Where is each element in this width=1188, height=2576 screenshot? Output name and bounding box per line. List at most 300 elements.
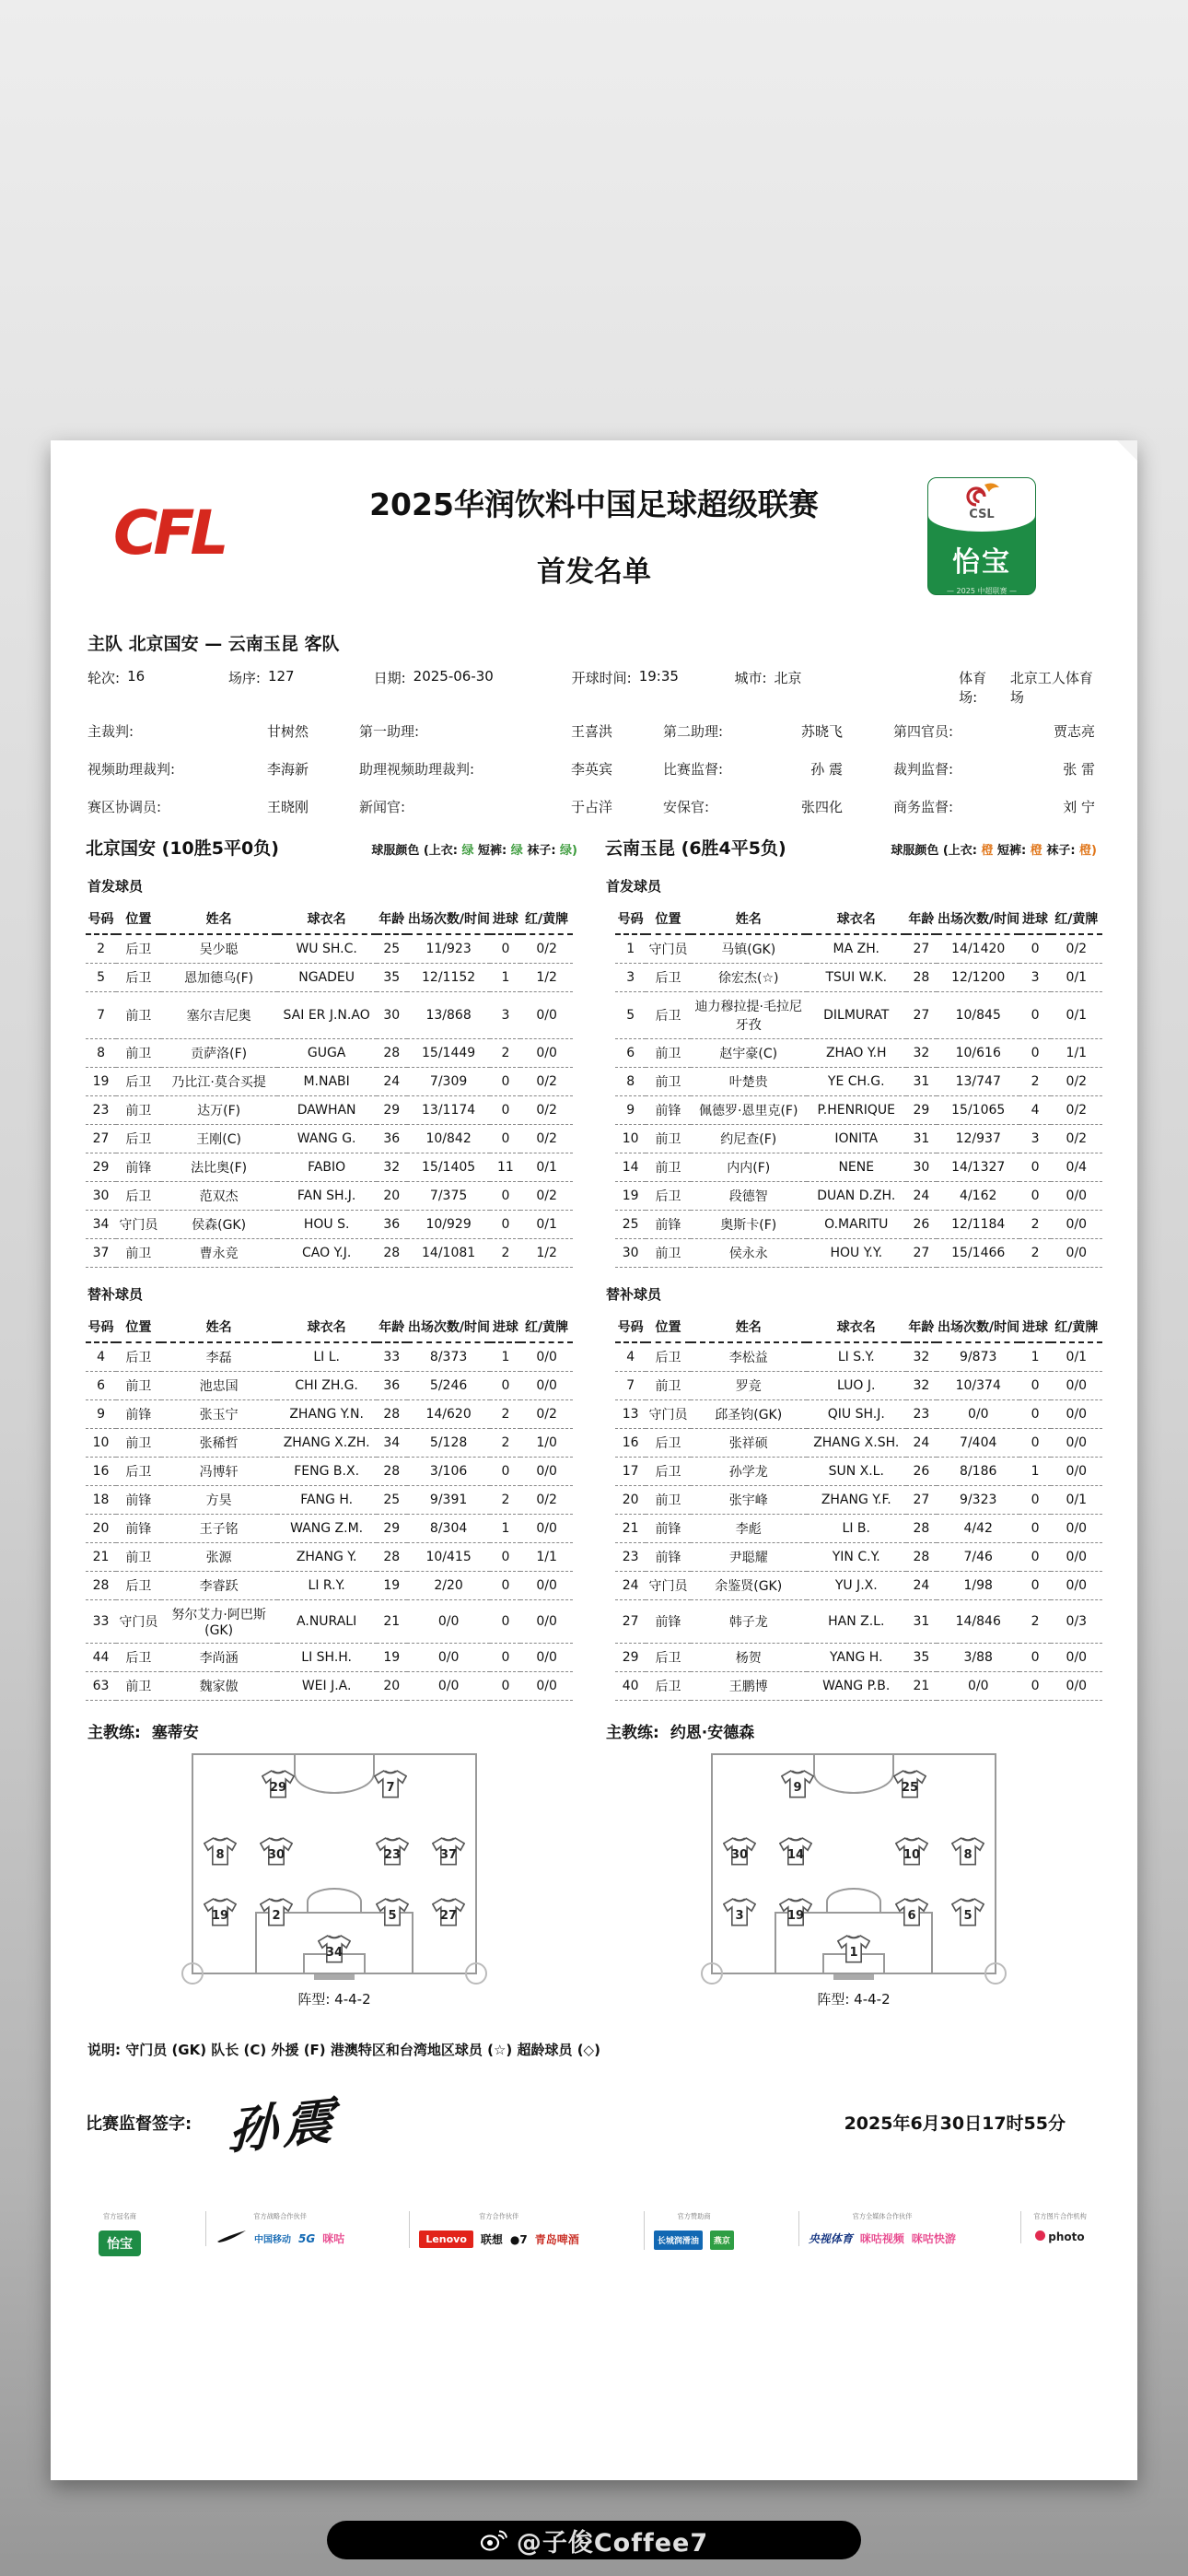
roster-cell: 守门员 bbox=[646, 934, 691, 964]
roster-cell: 2 bbox=[490, 1400, 520, 1429]
roster-cell: 后卫 bbox=[646, 1458, 691, 1486]
roster-cell: 14/620 bbox=[407, 1400, 491, 1429]
kit-prefix: 球服颜色 bbox=[371, 844, 424, 858]
roster-cell: 6 bbox=[86, 1372, 116, 1400]
info-value: 2025-06-30 bbox=[413, 668, 494, 685]
roster-cell: 法比奥(F) bbox=[161, 1153, 277, 1182]
roster-cell: 3 bbox=[1019, 964, 1050, 992]
official-label: 裁判监督: bbox=[893, 761, 954, 778]
official-value: 苏晓飞 bbox=[800, 723, 843, 740]
player-shirt-23 bbox=[376, 1835, 409, 1866]
home-formation bbox=[86, 1753, 583, 2008]
roster-cell: LUO J. bbox=[807, 1372, 906, 1400]
roster-row bbox=[86, 1039, 1102, 1068]
official-value: 于占洋 bbox=[570, 799, 612, 815]
roster-cell: 0/0 bbox=[520, 1372, 572, 1400]
roster-cell: 9 bbox=[86, 1400, 116, 1429]
official-label: 比赛监督: bbox=[663, 761, 724, 778]
table-spacer bbox=[573, 1400, 615, 1429]
roster-row bbox=[86, 1429, 1102, 1458]
roster-cell: 1/0 bbox=[520, 1429, 572, 1458]
signature-row bbox=[86, 2087, 1102, 2161]
roster-cell: 24 bbox=[615, 1572, 646, 1600]
table-spacer bbox=[573, 1458, 615, 1486]
roster-cell: 2 bbox=[86, 934, 116, 964]
player-shirt-7 bbox=[374, 1768, 407, 1798]
roster-cell: 8/373 bbox=[407, 1342, 491, 1372]
roster-cell: 后卫 bbox=[116, 1125, 161, 1153]
sponsor-logo-tile-blue: 长城润滑油 bbox=[654, 2231, 703, 2250]
weibo-watermark bbox=[327, 2521, 861, 2559]
roster-cell: 曹永竞 bbox=[161, 1239, 277, 1268]
roster-cell: 12/1184 bbox=[937, 1211, 1020, 1239]
sponsor-logo-pink: 咪咕 bbox=[322, 2232, 345, 2245]
info-value: 北京 bbox=[774, 670, 802, 686]
official-cell bbox=[359, 721, 663, 741]
roster-cell: 前卫 bbox=[116, 1372, 161, 1400]
roster-cell: 0 bbox=[1019, 1515, 1050, 1543]
svg-text:8: 8 bbox=[963, 1848, 973, 1863]
roster-cell: 前卫 bbox=[646, 1125, 691, 1153]
roster-cell: 赵宇豪(C) bbox=[691, 1039, 807, 1068]
roster-cell: 3 bbox=[1019, 1125, 1050, 1153]
roster-cell: WEI J.A. bbox=[277, 1672, 377, 1701]
official-label: 主裁判: bbox=[87, 723, 134, 740]
roster-cell: 8 bbox=[615, 1068, 646, 1096]
roster-cell: 0 bbox=[490, 1068, 520, 1096]
roster-cell: 2 bbox=[1019, 1600, 1050, 1644]
roster-cell: 0 bbox=[1019, 1644, 1050, 1672]
center-circle-arc bbox=[813, 1753, 894, 1794]
supervisor-signature: 孙震 bbox=[227, 2090, 340, 2161]
roster-cell: 后卫 bbox=[116, 1068, 161, 1096]
team-headers bbox=[86, 835, 1102, 860]
column-header: 红/黄牌 bbox=[520, 1313, 572, 1342]
column-header: 红/黄牌 bbox=[1051, 1313, 1102, 1342]
corner-arc bbox=[701, 1962, 723, 1985]
penalty-arc bbox=[826, 1888, 881, 1912]
home-coach: 主教练: 塞蒂安 bbox=[87, 1724, 199, 1742]
svg-text:1: 1 bbox=[849, 1946, 858, 1961]
svg-text:14: 14 bbox=[787, 1848, 805, 1863]
roster-cell: 4 bbox=[1019, 1096, 1050, 1125]
official-value: 贾志亮 bbox=[1053, 723, 1095, 740]
roster-cell: 后卫 bbox=[116, 1182, 161, 1211]
column-header: 球衣名 bbox=[807, 1313, 906, 1342]
roster-cell: ZHANG X.SH. bbox=[807, 1429, 906, 1458]
roster-cell: 7/404 bbox=[937, 1429, 1020, 1458]
roster-cell: 1 bbox=[490, 964, 520, 992]
roster-cell: WANG Z.M. bbox=[277, 1515, 377, 1543]
csl-yibao-logo bbox=[927, 477, 1036, 595]
roster-cell: 段德智 bbox=[691, 1182, 807, 1211]
roster-row bbox=[86, 1096, 1102, 1125]
player-shirt-5 bbox=[951, 1896, 984, 1926]
column-header: 号码 bbox=[86, 905, 116, 934]
roster-cell: 27 bbox=[906, 1486, 937, 1515]
roster-cell: ZHANG Y.F. bbox=[807, 1486, 906, 1515]
home-subs-label: 替补球员 bbox=[87, 1286, 144, 1303]
sponsor-logo-green: 怡宝 bbox=[99, 2231, 141, 2256]
roster-cell: 后卫 bbox=[646, 1429, 691, 1458]
legend-line: 说明: 守门员 (GK) 队长 (C) 外援 (F) 港澳特区和台湾地区球员 (☆) 超龄球员 (◇) bbox=[87, 2042, 600, 2058]
roster-cell: 范双杰 bbox=[161, 1182, 277, 1211]
roster-cell: 前卫 bbox=[116, 1039, 161, 1068]
official-cell bbox=[87, 759, 359, 779]
penalty-arc bbox=[307, 1888, 362, 1912]
roster-row bbox=[86, 992, 1102, 1039]
sponsor-logo-photo: photo bbox=[1035, 2231, 1084, 2243]
roster-cell: 27 bbox=[906, 992, 937, 1039]
signature-label: 比赛监督签字: bbox=[86, 2113, 192, 2134]
roster-cell: 侯永永 bbox=[691, 1239, 807, 1268]
roster-cell: 10/845 bbox=[937, 992, 1020, 1039]
roster-cell: 0 bbox=[490, 1458, 520, 1486]
roster-cell: HAN Z.L. bbox=[807, 1600, 906, 1644]
roster-cell: 25 bbox=[377, 1486, 407, 1515]
table-spacer bbox=[573, 1342, 615, 1372]
svg-text:7: 7 bbox=[386, 1780, 395, 1795]
kit-prefix: 球服颜色 bbox=[891, 844, 943, 858]
roster-cell: LI R.Y. bbox=[277, 1572, 377, 1600]
roster-cell: 4 bbox=[86, 1342, 116, 1372]
roster-cell: 0/2 bbox=[520, 1486, 572, 1515]
roster-cell: 0/0 bbox=[1051, 1429, 1102, 1458]
table-spacer bbox=[573, 1600, 615, 1644]
match-info-item bbox=[959, 668, 1102, 707]
player-shirt-3 bbox=[723, 1896, 756, 1926]
roster-cell: 张稀哲 bbox=[161, 1429, 277, 1458]
roster-cell: 尹聪耀 bbox=[691, 1543, 807, 1572]
roster-cell: 4/162 bbox=[937, 1182, 1020, 1211]
roster-cell: 前卫 bbox=[116, 1096, 161, 1125]
roster-cell: 30 bbox=[615, 1239, 646, 1268]
roster-cell: 后卫 bbox=[646, 992, 691, 1039]
player-shirt-25 bbox=[893, 1768, 926, 1798]
roster-cell: 0/0 bbox=[520, 1672, 572, 1701]
kit-color-value: 绿 bbox=[461, 844, 479, 858]
roster-cell: 27 bbox=[86, 1125, 116, 1153]
roster-cell: 11 bbox=[490, 1153, 520, 1182]
sponsor-group-label: 官方全媒体合作伙伴 bbox=[852, 2212, 913, 2220]
sponsor-items bbox=[809, 2231, 956, 2246]
svg-text:6: 6 bbox=[907, 1909, 916, 1924]
column-header: 进球 bbox=[1019, 905, 1050, 934]
player-shirt-37 bbox=[432, 1835, 465, 1866]
away-team-name: 云南玉昆 (6胜4平5负) bbox=[605, 838, 786, 859]
table-spacer bbox=[573, 1153, 615, 1182]
roster-cell: QIU SH.J. bbox=[807, 1400, 906, 1429]
roster-cell: 0/0 bbox=[407, 1644, 491, 1672]
table-spacer bbox=[573, 1486, 615, 1515]
table-spacer bbox=[573, 1182, 615, 1211]
roster-cell: 0 bbox=[490, 1211, 520, 1239]
roster-cell: 4/42 bbox=[937, 1515, 1020, 1543]
roster-cell: 守门员 bbox=[116, 1211, 161, 1239]
roster-cell: 0/0 bbox=[407, 1600, 491, 1644]
column-header: 红/黄牌 bbox=[520, 905, 572, 934]
roster-cell: 9/391 bbox=[407, 1486, 491, 1515]
roster-cell: 前锋 bbox=[116, 1153, 161, 1182]
roster-cell: 25 bbox=[377, 934, 407, 964]
roster-row bbox=[86, 934, 1102, 964]
roster-cell: 0/1 bbox=[1051, 992, 1102, 1039]
column-header: 姓名 bbox=[161, 905, 277, 934]
roster-cell: 0/1 bbox=[520, 1153, 572, 1182]
roster-cell: LI B. bbox=[807, 1515, 906, 1543]
player-shirt-10 bbox=[895, 1835, 928, 1866]
info-label: 场序: bbox=[227, 670, 261, 686]
csl-logo-caption: — 2025 中超联赛 — bbox=[947, 587, 1017, 595]
roster-cell: 0/0 bbox=[1051, 1372, 1102, 1400]
roster-cell: 28 bbox=[377, 1458, 407, 1486]
roster-cell: 前卫 bbox=[646, 1372, 691, 1400]
roster-cell: 4 bbox=[615, 1342, 646, 1372]
signature-datetime: 2025年6月30日17时55分 bbox=[844, 2113, 1066, 2134]
roster-cell: NGADEU bbox=[277, 964, 377, 992]
roster-cell: 2 bbox=[490, 1239, 520, 1268]
roster-cell: 叶楚贵 bbox=[691, 1068, 807, 1096]
roster-cell: 36 bbox=[377, 1211, 407, 1239]
roster-cell: 24 bbox=[906, 1182, 937, 1211]
roster-row bbox=[86, 1068, 1102, 1096]
roster-cell: 0 bbox=[1019, 1543, 1050, 1572]
roster-cell: 7/309 bbox=[407, 1068, 491, 1096]
roster-cell: 14 bbox=[615, 1153, 646, 1182]
roster-cell: 10 bbox=[86, 1429, 116, 1458]
table-spacer bbox=[573, 1096, 615, 1125]
official-cell bbox=[663, 721, 893, 741]
column-header: 进球 bbox=[490, 905, 520, 934]
roster-cell: 0/0 bbox=[520, 1572, 572, 1600]
roster-cell: 魏家傲 bbox=[161, 1672, 277, 1701]
column-header: 年龄 bbox=[377, 1313, 407, 1342]
column-header: 球衣名 bbox=[277, 905, 377, 934]
column-header: 出场次数/时间 bbox=[407, 905, 491, 934]
svg-text:3: 3 bbox=[735, 1909, 744, 1924]
roster-cell: IONITA bbox=[807, 1125, 906, 1153]
roster-cell: 0/0 bbox=[520, 1039, 572, 1068]
roster-cell: 守门员 bbox=[646, 1572, 691, 1600]
roster-cell: 30 bbox=[377, 992, 407, 1039]
roster-cell: 后卫 bbox=[646, 1672, 691, 1701]
roster-cell: 0/2 bbox=[520, 1068, 572, 1096]
roster-cell: 0 bbox=[1019, 1182, 1050, 1211]
roster-row bbox=[86, 1342, 1102, 1372]
roster-cell: 2 bbox=[490, 1039, 520, 1068]
away-formation bbox=[605, 1753, 1102, 2008]
subs-table bbox=[86, 1313, 1102, 1701]
table-spacer bbox=[573, 1515, 615, 1543]
sponsor-items bbox=[215, 2231, 344, 2246]
sponsor-logo-navy: 央视体育 bbox=[808, 2232, 853, 2245]
sponsor-logo-red: 青岛啤酒 bbox=[534, 2233, 579, 2246]
match-info-item bbox=[374, 668, 572, 707]
goal-bar bbox=[833, 1974, 874, 1980]
away-starters-label: 首发球员 bbox=[606, 878, 662, 895]
roster-row bbox=[86, 1372, 1102, 1400]
page-title: 2025华润饮料中国足球超级联赛 bbox=[369, 486, 819, 522]
sponsor-group-label: 官方合作伙伴 bbox=[479, 2212, 519, 2220]
roster-cell: 13/868 bbox=[407, 992, 491, 1039]
yibao-wordmark: 怡宝 bbox=[952, 546, 1011, 579]
roster-cell: 16 bbox=[86, 1458, 116, 1486]
roster-cell: 20 bbox=[377, 1182, 407, 1211]
roster-cell: 张源 bbox=[161, 1543, 277, 1572]
sponsor-logo-blue: 5G bbox=[298, 2231, 316, 2245]
roster-cell: 33 bbox=[86, 1600, 116, 1644]
kit-color-value: 橙 bbox=[981, 844, 998, 858]
roster-cell: 守门员 bbox=[646, 1400, 691, 1429]
roster-cell: 31 bbox=[906, 1068, 937, 1096]
kit-color-value: 绿) bbox=[560, 844, 577, 858]
roster-cell: 5 bbox=[86, 964, 116, 992]
roster-cell: 余鉴贤(GK) bbox=[691, 1572, 807, 1600]
roster-cell: 36 bbox=[377, 1372, 407, 1400]
roster-cell: NENE bbox=[807, 1153, 906, 1182]
official-cell bbox=[359, 797, 663, 816]
official-label: 第二助理: bbox=[663, 723, 724, 740]
roster-cell: 张玉宁 bbox=[161, 1400, 277, 1429]
table-spacer bbox=[573, 1672, 615, 1701]
roster-cell: 1 bbox=[1019, 1342, 1050, 1372]
svg-text:5: 5 bbox=[388, 1909, 397, 1924]
roster-cell: 0/2 bbox=[520, 1182, 572, 1211]
info-label: 城市: bbox=[734, 670, 767, 686]
player-shirt-34 bbox=[318, 1934, 351, 1964]
roster-cell: 李睿跃 bbox=[161, 1572, 277, 1600]
roster-cell: 0/0 bbox=[520, 1458, 572, 1486]
roster-cell: 0/0 bbox=[1051, 1515, 1102, 1543]
roster-row bbox=[86, 1600, 1102, 1644]
sponsor-group bbox=[205, 2211, 354, 2246]
roster-cell: 0/4 bbox=[1051, 1153, 1102, 1182]
roster-cell: 7 bbox=[615, 1372, 646, 1400]
roster-cell: 1 bbox=[490, 1342, 520, 1372]
roster-cell: 24 bbox=[377, 1068, 407, 1096]
roster-cell: 0/0 bbox=[520, 992, 572, 1039]
roster-cell: 15/1466 bbox=[937, 1239, 1020, 1268]
column-header: 位置 bbox=[116, 905, 161, 934]
column-header: 位置 bbox=[646, 1313, 691, 1342]
center-circle-arc bbox=[294, 1753, 375, 1794]
roster-cell: 7/375 bbox=[407, 1182, 491, 1211]
roster-cell: 0 bbox=[490, 1096, 520, 1125]
watermark-handle: @子俊Coffee7 bbox=[516, 2528, 709, 2558]
roster-row bbox=[86, 1486, 1102, 1515]
info-label: 体育场: bbox=[959, 670, 987, 706]
roster-row bbox=[86, 1672, 1102, 1701]
column-header: 年龄 bbox=[906, 905, 937, 934]
match-info-item bbox=[734, 668, 959, 707]
official-label: 第一助理: bbox=[359, 723, 420, 740]
info-value: 北京工人体育场 bbox=[1009, 670, 1093, 706]
svg-text:2: 2 bbox=[272, 1909, 281, 1924]
official-value: 孙 震 bbox=[810, 761, 843, 778]
official-value: 李海新 bbox=[266, 761, 309, 778]
roster-row bbox=[86, 1182, 1102, 1211]
goal-bar bbox=[314, 1974, 355, 1980]
roster-cell: 李彪 bbox=[691, 1515, 807, 1543]
column-header: 位置 bbox=[116, 1313, 161, 1342]
roster-cell: 29 bbox=[615, 1644, 646, 1672]
roster-cell: 后卫 bbox=[116, 1572, 161, 1600]
roster-cell: 34 bbox=[86, 1211, 116, 1239]
official-value: 张 雷 bbox=[1063, 761, 1095, 778]
roster-cell: 张宇峰 bbox=[691, 1486, 807, 1515]
roster-cell: HOU S. bbox=[277, 1211, 377, 1239]
roster-cell: 23 bbox=[86, 1096, 116, 1125]
roster-cell: YIN C.Y. bbox=[807, 1543, 906, 1572]
column-header: 年龄 bbox=[377, 905, 407, 934]
sponsor-group bbox=[798, 2211, 965, 2246]
roster-cell: 3 bbox=[615, 964, 646, 992]
roster-cell: 前卫 bbox=[646, 1068, 691, 1096]
roster-cell: 池忠国 bbox=[161, 1372, 277, 1400]
roster-cell: 吴少聪 bbox=[161, 934, 277, 964]
roster-cell: 9/873 bbox=[937, 1342, 1020, 1372]
roster-cell: 0/2 bbox=[1051, 1125, 1102, 1153]
roster-cell: 31 bbox=[906, 1125, 937, 1153]
player-shirt-8 bbox=[951, 1835, 984, 1866]
home-formation-caption: 阵型: 4-4-2 bbox=[297, 1991, 371, 2008]
roster-cell: 34 bbox=[377, 1429, 407, 1458]
roster-cell: ZHANG Y. bbox=[277, 1543, 377, 1572]
roster-cell: 0/0 bbox=[1051, 1572, 1102, 1600]
roster-cell: HOU Y.Y. bbox=[807, 1239, 906, 1268]
match-info-item bbox=[87, 668, 228, 707]
official-label: 赛区协调员: bbox=[87, 799, 162, 815]
roster-cell: 17 bbox=[615, 1458, 646, 1486]
away-pitch bbox=[711, 1753, 996, 1974]
roster-cell: 0 bbox=[1019, 1400, 1050, 1429]
sponsor-logo-dark: ●7 bbox=[509, 2232, 528, 2246]
column-header: 球衣名 bbox=[277, 1313, 377, 1342]
table-spacer bbox=[573, 992, 615, 1039]
roster-cell: 8/186 bbox=[937, 1458, 1020, 1486]
roster-cell: 24 bbox=[906, 1429, 937, 1458]
kit-color-value: 橙 bbox=[1030, 844, 1047, 858]
player-shirt-19 bbox=[204, 1896, 237, 1926]
roster-cell: 10/415 bbox=[407, 1543, 491, 1572]
roster-cell: 0 bbox=[490, 1182, 520, 1211]
roster-cell: ZHANG X.ZH. bbox=[277, 1429, 377, 1458]
player-shirt-1 bbox=[837, 1934, 870, 1964]
roster-cell: 27 bbox=[906, 1239, 937, 1268]
sponsor-group bbox=[89, 2211, 150, 2256]
roster-cell: 26 bbox=[906, 1211, 937, 1239]
roster-cell: 方昊 bbox=[161, 1486, 277, 1515]
roster-cell: YANG H. bbox=[807, 1644, 906, 1672]
roster-cell: 32 bbox=[377, 1153, 407, 1182]
column-header: 姓名 bbox=[691, 905, 807, 934]
match-info-item bbox=[572, 668, 735, 707]
roster-cell: 恩加德乌(F) bbox=[161, 964, 277, 992]
roster-row bbox=[86, 1458, 1102, 1486]
nike-swoosh-icon bbox=[215, 2231, 247, 2246]
roster-cell: FENG B.X. bbox=[277, 1458, 377, 1486]
official-value: 甘树然 bbox=[266, 723, 309, 740]
player-shirt-19 bbox=[779, 1896, 812, 1926]
roster-cell: 达万(F) bbox=[161, 1096, 277, 1125]
sponsor-items bbox=[99, 2231, 141, 2256]
roster-cell: 后卫 bbox=[646, 1342, 691, 1372]
official-cell bbox=[663, 797, 893, 816]
roster-cell: 28 bbox=[377, 1400, 407, 1429]
sponsor-logo-mobile: 中国移动 bbox=[254, 2235, 292, 2245]
corner-arc bbox=[984, 1962, 1007, 1985]
roster-cell: 杨贺 bbox=[691, 1644, 807, 1672]
